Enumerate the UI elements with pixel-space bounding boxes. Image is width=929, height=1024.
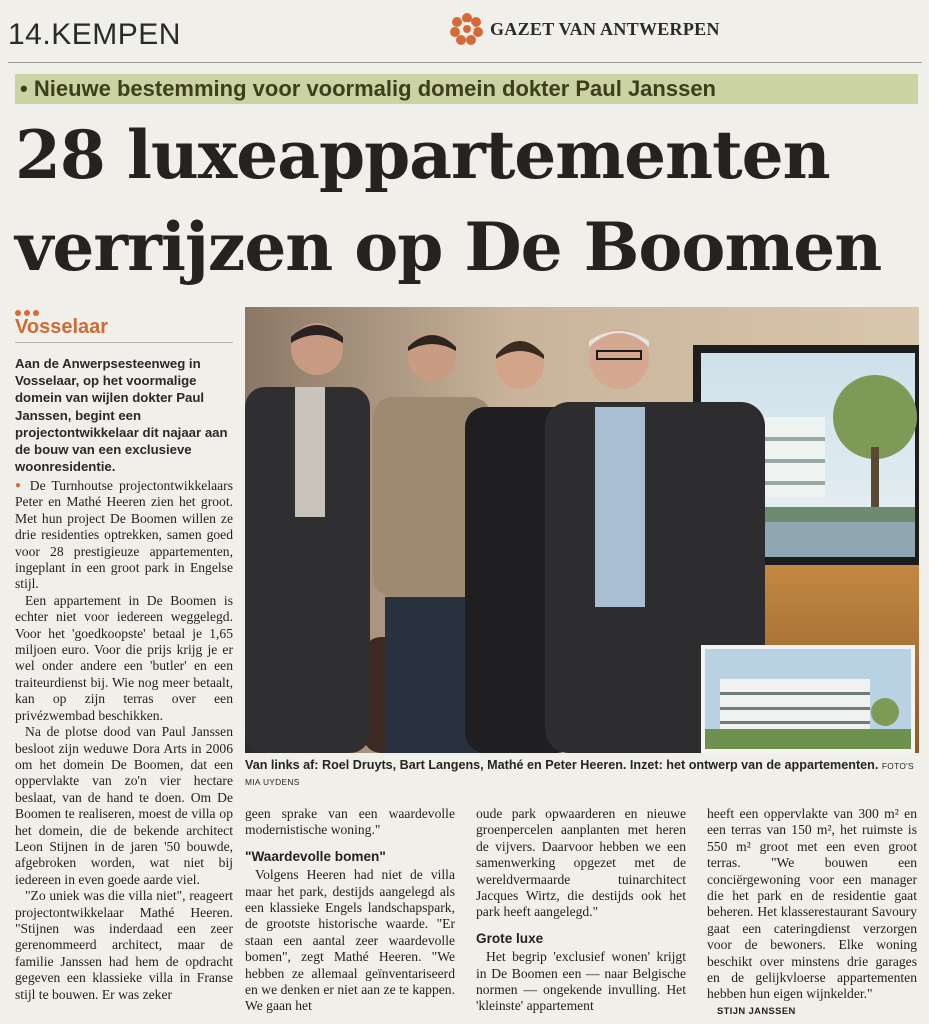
location-label: Vosselaar [15,316,109,338]
column-2 [245,806,455,1015]
subheading: "Waardevolle bomen" [245,848,386,864]
kicker-text: • Nieuwe bestemming voor voormalig domein dokter Paul Janssen [20,76,716,101]
bullet-icon: ● [15,480,24,491]
group-photo [245,307,919,753]
byline: STIJN JANSSEN [717,1004,796,1016]
paragraph: ● De Turnhoutse projectontwikkelaars Peter en Mathé Heeren zien het groot. Met hun project De Boomen willen ze drie residenties optrekken, samen goed voor 28 prestigieuze appartementen, ingeplant in een groot park in Engelse stijl. [15,478,233,592]
headline-line-1: 28 luxeappartementen [15,116,830,194]
paragraph: Volgens Heeren had niet de villa maar het park, destijds aangelegd als een klassieke Engels landschapspark, de grootste historische waarde. "Er staan een aantal zeer waardevolle bomen", zegt Mathé Heeren. "We hebben ze allemaal geïnventariseerd en we denken er niet aan ze te kappen. We gaan het [245,867,455,1014]
location-divider [15,342,233,343]
paragraph: heeft een oppervlakte van 300 m² en een terras van 150 m², het ruimste is 550 m² groot met een even groot terras. "We bouwen een conciërgewoning voor een manager die het park en de residentie gaat beheren. Het klasserestaurant Savoury gaat een cateringdienst verzorgen voor de bewoners. Elke woning beschikt over minstens drie garages en de gelijkvloerse appartementen hebben hun eigen wijnkelder." [707,806,917,1002]
header-divider [8,62,922,63]
paragraph: Het begrip 'exclusief wonen' krijgt in De Boomen een — naar Belgische normen — ongekende invulling. Het 'kleinste' appartement [476,949,686,1014]
paragraph: Een appartement in De Boomen is echter niet voor iedereen weggelegd. Voor het 'goedkoopste' betaal je 1,65 miljoen euro. Voor die prijs krijg je er wel onder andere een 'butler' en een traiteurdienst bij. Wie nog meer betaalt, kan op zijn terras over een privézwembad beschikken. [15,592,233,723]
kicker-label: Nieuwe bestemming voor voormalig domein dokter Paul Janssen [33,76,716,101]
paragraph: "Zo uniek was die villa niet", reageert projectontwikkelaar Mathé Heeren. "Stijnen was inderdaad een zeer gerenommeerd architect, maar de familie Janssen had hem de opdracht gegeven een klassieke villa in Franse stijl te bouwen. Er was zeker [15,888,233,1002]
caption-text: Van links af: Roel Druyts, Bart Langens, Mathé en Peter Heeren. Inzet: het ontwerp van de appartementen. [245,758,879,772]
newspaper-masthead [450,12,720,46]
flower-logo-icon [450,12,484,46]
photo-credit: FOTO'S MIA UYDENS [245,761,914,787]
newspaper-name: GAZET VAN ANTWERPEN [490,18,720,39]
photo-caption [245,758,919,790]
column-4 [707,806,917,1019]
article-intro: Aan de Anwerpsesteenweg in Vosselaar, op het voormalige domein van wijlen dokter Paul Janssen, begint een projectontwikkelaar dit najaar aan de bouw van een exclusieve woonresidentie. [15,356,228,475]
subheading: Grote luxe [476,930,544,946]
headline-line-2: verrijzen op De Boomen [15,208,882,286]
section-title: 14.KEMPEN [8,18,181,51]
paragraph: oude park opwaarderen en nieuwe groenpercelen aanplanten met heren de vijvers. Daarvoor hebben we een samenwerking opgezet met de wereldvermaarde tuinarchitect Jacques Wirtz, die destijds ook het park heeft aangelegd." [476,806,686,920]
left-column-body [15,478,233,1003]
paragraph: Na de plotse dood van Paul Janssen besloot zijn weduwe Dora Arts in 2006 om het domein De Boomen, dat een oppervlakte van zo'n vier hectare beslaat, van de hand te doen. Om De Boomen te realiseren, moest de villa op het domein, die de bekende architect Leon Stijnen in de jaren '50 bouwde, afgebroken worden, wat niet bij iedereen in even goede aarde viel. [15,724,233,887]
column-3 [476,806,686,1015]
paragraph: geen sprake van een waardevolle modernistische woning." [245,806,455,838]
